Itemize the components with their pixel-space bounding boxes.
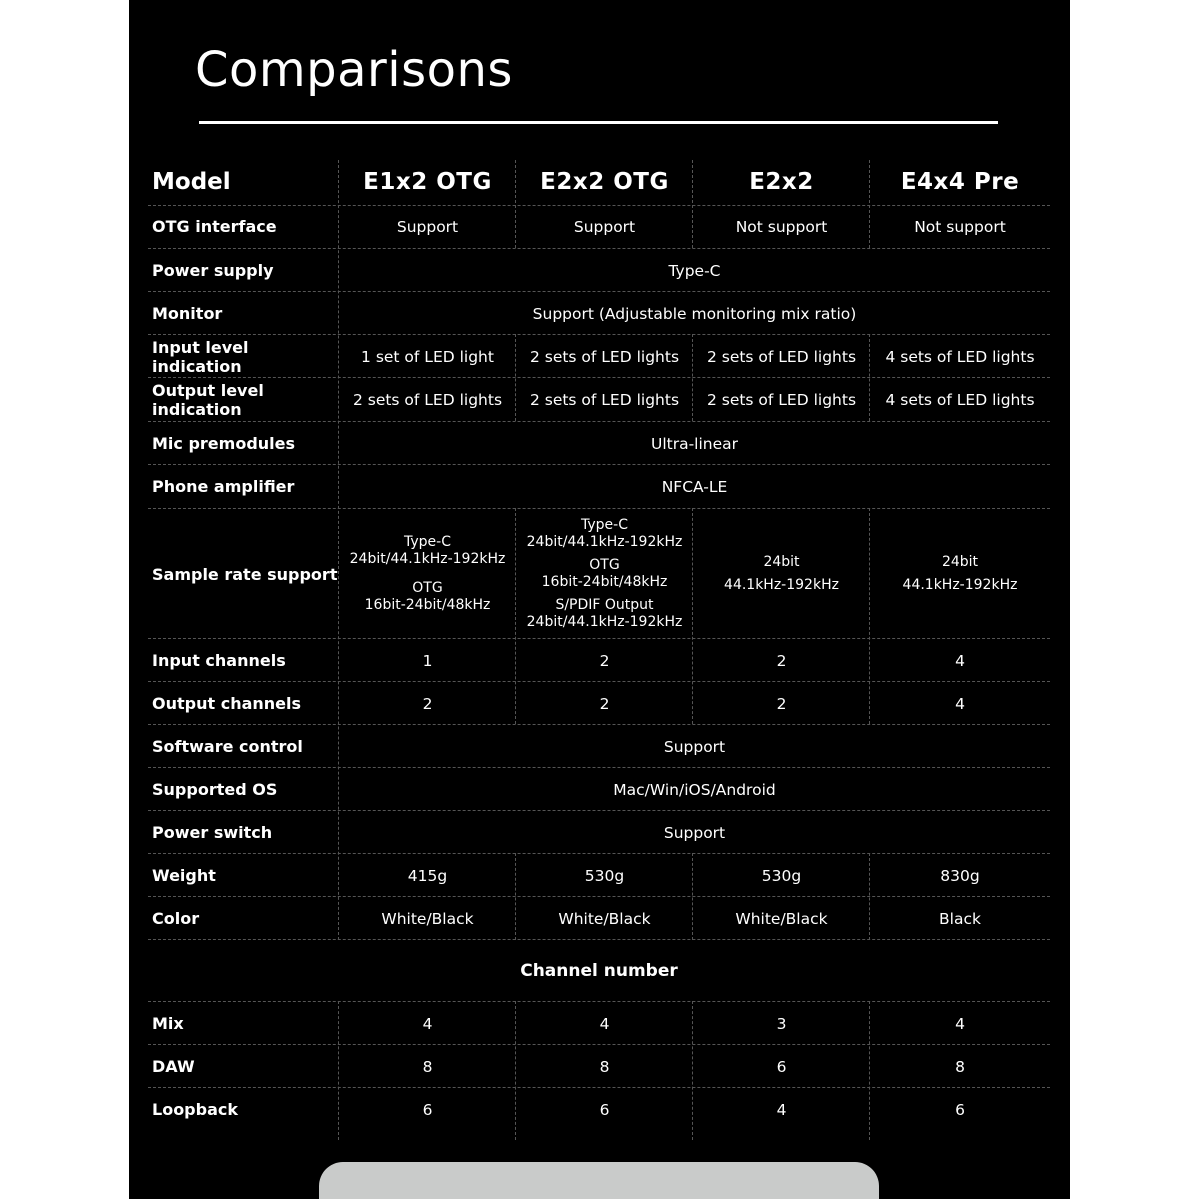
column-divider bbox=[869, 508, 870, 724]
table-cell: 6 bbox=[599, 1100, 610, 1119]
cell-line: 24bit bbox=[763, 554, 800, 570]
cell-line: 16bit-24bit/48kHz bbox=[364, 597, 491, 613]
table-span-cell: Support bbox=[663, 823, 726, 842]
row-label-weight: Weight bbox=[152, 866, 216, 885]
table-cell: 6 bbox=[776, 1057, 787, 1076]
table-cell: 2 bbox=[599, 694, 610, 713]
bottom-tab bbox=[319, 1162, 879, 1199]
column-divider bbox=[692, 334, 693, 421]
table-cell: 2 bbox=[776, 694, 787, 713]
row-label-software-control: Software control bbox=[152, 737, 303, 756]
table-cell: 4 bbox=[422, 1014, 433, 1033]
table-cell: 8 bbox=[599, 1057, 610, 1076]
row-divider bbox=[148, 1044, 1050, 1045]
table-cell: 530g bbox=[761, 866, 802, 885]
row-divider bbox=[148, 291, 1050, 292]
table-cell: 2 bbox=[422, 694, 433, 713]
row-divider bbox=[148, 508, 1050, 509]
table-span-cell: Type-C bbox=[668, 261, 721, 280]
table-cell: Support bbox=[573, 217, 636, 236]
row-label-loopback: Loopback bbox=[152, 1100, 239, 1119]
sample-rate-cell-2 bbox=[516, 509, 693, 639]
column-divider bbox=[515, 334, 516, 421]
row-divider bbox=[148, 810, 1050, 811]
cell-line: 44.1kHz-192kHz bbox=[724, 577, 839, 593]
table-cell: 1 set of LED light bbox=[361, 347, 494, 366]
table-cell: 2 sets of LED lights bbox=[706, 347, 857, 366]
row-divider bbox=[148, 464, 1050, 465]
table-cell: 2 sets of LED lights bbox=[352, 390, 503, 409]
row-divider bbox=[148, 724, 1050, 725]
column-divider bbox=[869, 853, 870, 940]
row-divider bbox=[148, 1087, 1050, 1088]
table-cell: 415g bbox=[407, 866, 448, 885]
row-label-mix: Mix bbox=[152, 1014, 184, 1033]
cell-line: OTG bbox=[589, 557, 620, 573]
row-label-input-level: Input level indication bbox=[152, 337, 249, 376]
column-divider bbox=[692, 160, 693, 248]
cell-line: 24bit/44.1kHz-192kHz bbox=[526, 534, 683, 550]
table-cell: 4 bbox=[955, 694, 965, 713]
sample-rate-cell-3 bbox=[693, 509, 870, 639]
row-label-output-level: Output level indication bbox=[152, 380, 264, 419]
table-cell: 830g bbox=[940, 866, 980, 885]
table-cell: 4 sets of LED lights bbox=[885, 390, 1035, 409]
row-divider bbox=[148, 767, 1050, 768]
table-span-cell: NFCA-LE bbox=[661, 477, 728, 496]
table-cell: 8 bbox=[955, 1057, 965, 1076]
row-label-supported-os: Supported OS bbox=[152, 780, 278, 799]
row-label-power-switch: Power switch bbox=[152, 823, 273, 842]
table-cell: 4 bbox=[776, 1100, 787, 1119]
row-divider bbox=[148, 377, 1050, 378]
table-cell: 530g bbox=[584, 866, 625, 885]
table-cell: 6 bbox=[955, 1100, 965, 1119]
row-divider bbox=[148, 681, 1050, 682]
table-cell: 2 sets of LED lights bbox=[706, 390, 857, 409]
table-cell: 4 bbox=[955, 1014, 965, 1033]
cell-line: S/PDIF Output bbox=[555, 597, 654, 613]
column-divider bbox=[338, 1001, 339, 1140]
row-divider bbox=[148, 248, 1050, 249]
column-divider bbox=[869, 1001, 870, 1140]
row-label-output-channels: Output channels bbox=[152, 694, 302, 713]
column-divider bbox=[515, 160, 516, 248]
row-label-mic-premodules: Mic premodules bbox=[152, 434, 296, 453]
column-divider bbox=[692, 1001, 693, 1140]
table-cell: 1 bbox=[422, 651, 433, 670]
row-label-input-channels: Input channels bbox=[152, 651, 286, 670]
column-divider bbox=[515, 853, 516, 940]
cell-line: Type-C bbox=[581, 517, 628, 533]
row-label-power-supply: Power supply bbox=[152, 261, 274, 280]
table-cell: 2 bbox=[776, 651, 787, 670]
row-divider bbox=[148, 334, 1050, 335]
cell-line: 44.1kHz-192kHz bbox=[902, 577, 1018, 593]
column-divider bbox=[338, 160, 339, 940]
row-label-otg-interface: OTG interface bbox=[152, 217, 277, 236]
cell-line: OTG bbox=[412, 580, 443, 596]
section-title-channel-number: Channel number bbox=[520, 961, 678, 981]
model-header-1: E1x2 OTG bbox=[363, 169, 492, 195]
column-divider bbox=[692, 853, 693, 940]
row-divider bbox=[148, 638, 1050, 639]
row-divider bbox=[148, 205, 1050, 206]
row-label-monitor: Monitor bbox=[152, 304, 223, 323]
table-cell: 8 bbox=[422, 1057, 433, 1076]
table-cell: Support bbox=[396, 217, 459, 236]
table-cell: 2 sets of LED lights bbox=[529, 390, 680, 409]
table-cell: 3 bbox=[776, 1014, 787, 1033]
cell-line: 24bit/44.1kHz-192kHz bbox=[349, 551, 506, 567]
row-label-sample-rate: Sample rate support bbox=[152, 564, 338, 584]
cell-line: 24bit/44.1kHz-192kHz bbox=[526, 614, 683, 630]
table-cell: White/Black bbox=[735, 909, 828, 928]
table-cell: Black bbox=[939, 909, 981, 928]
table-cell: 4 bbox=[955, 651, 965, 670]
model-header-3: E2x2 bbox=[749, 169, 814, 195]
row-label-daw: DAW bbox=[152, 1057, 195, 1076]
cell-line: Type-C bbox=[404, 534, 451, 550]
table-span-cell: Mac/Win/iOS/Android bbox=[613, 780, 776, 799]
header-label: Model bbox=[152, 169, 231, 195]
table-cell: 6 bbox=[422, 1100, 433, 1119]
cell-line: 16bit-24bit/48kHz bbox=[541, 574, 668, 590]
cell-line: 24bit bbox=[941, 554, 979, 570]
sample-rate-cell-4 bbox=[870, 509, 1050, 639]
row-divider bbox=[148, 421, 1050, 422]
column-divider bbox=[515, 508, 516, 724]
model-header-4: E4x4 Pre bbox=[900, 169, 1020, 195]
table-span-cell: Ultra-linear bbox=[650, 434, 739, 453]
sample-rate-cell-1 bbox=[339, 509, 516, 639]
row-divider bbox=[148, 1001, 1050, 1002]
column-divider bbox=[515, 1001, 516, 1140]
table-cell: Not support bbox=[735, 217, 828, 236]
title-divider bbox=[199, 121, 998, 124]
row-divider bbox=[148, 896, 1050, 897]
page-title: Comparisons bbox=[195, 42, 513, 98]
column-divider bbox=[869, 160, 870, 248]
table-cell: 2 bbox=[599, 651, 610, 670]
table-cell: White/Black bbox=[558, 909, 651, 928]
table-cell: 4 bbox=[599, 1014, 610, 1033]
table-cell: White/Black bbox=[381, 909, 474, 928]
table-span-cell: Support (Adjustable monitoring mix ratio) bbox=[532, 304, 857, 323]
column-divider bbox=[692, 508, 693, 724]
table-span-cell: Support bbox=[663, 737, 726, 756]
comparison-table bbox=[148, 160, 1050, 1140]
table-cell: 2 sets of LED lights bbox=[529, 347, 680, 366]
row-divider bbox=[148, 853, 1050, 854]
table-cell: Not support bbox=[914, 217, 1006, 236]
model-header-2: E2x2 OTG bbox=[540, 169, 669, 195]
table-cell: 4 sets of LED lights bbox=[885, 347, 1035, 366]
row-label-phone-amplifier: Phone amplifier bbox=[152, 477, 295, 496]
row-divider bbox=[148, 939, 1050, 940]
comparison-panel bbox=[129, 0, 1070, 1199]
row-label-color: Color bbox=[152, 909, 200, 928]
column-divider bbox=[869, 334, 870, 421]
